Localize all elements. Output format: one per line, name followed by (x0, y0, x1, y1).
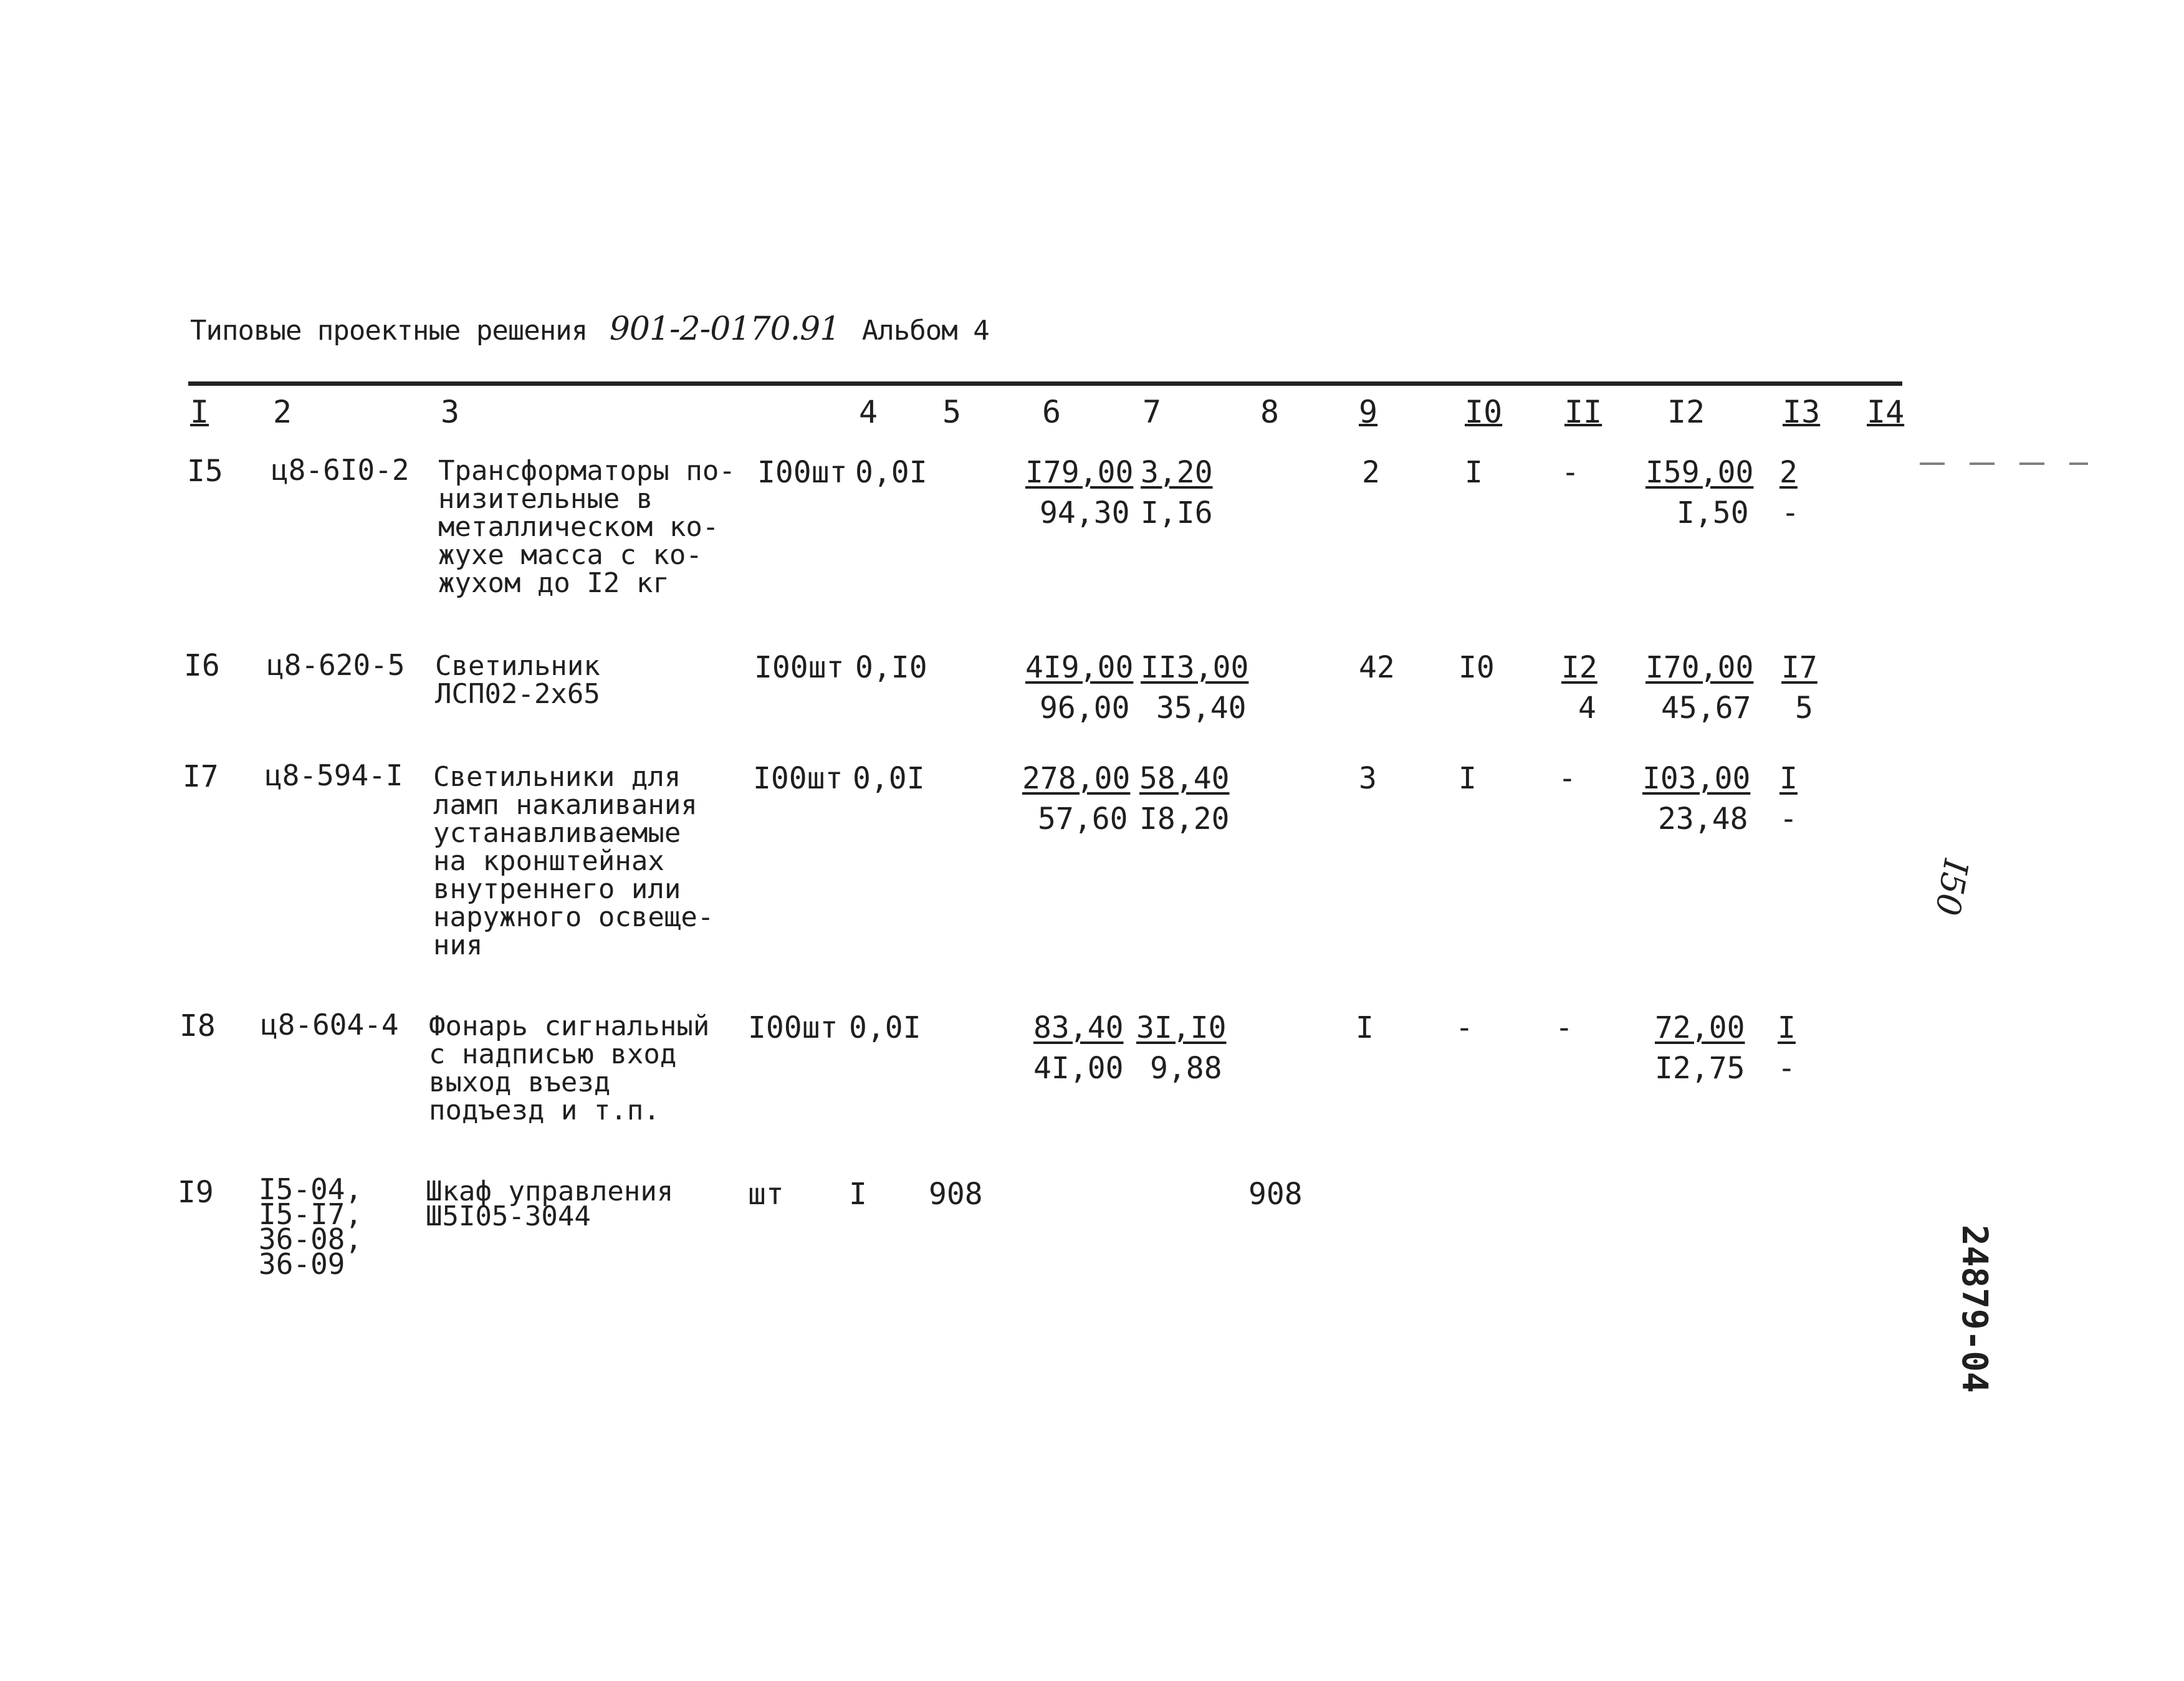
row-unit: I00шт (757, 455, 848, 490)
col-header-5: 5 (942, 394, 962, 430)
margin-dash (2069, 462, 2088, 465)
row-col7-top: 3,20 (1141, 455, 1213, 490)
row-number: I9 (178, 1175, 214, 1210)
row-col9: 3 (1359, 761, 1377, 796)
row-unit: шт (748, 1177, 784, 1212)
col-header-10: I0 (1465, 394, 1503, 430)
row-col13-top: I (1779, 761, 1798, 796)
row-description: Светильники для ламп накаливания устанавливаемые на кронштейнах внутреннего или наружного освеще- ния (433, 761, 714, 961)
row-col6-top: 4I9,00 (1025, 650, 1134, 685)
row-col12-top: I70,00 (1645, 650, 1754, 685)
row-col9: I (1356, 1010, 1374, 1045)
row-col5: 0,0I (849, 1010, 921, 1045)
row-col5: 0,0I (855, 455, 927, 490)
row-col12-bottom: I,50 (1677, 496, 1749, 530)
row-col11-bottom: 4 (1578, 691, 1596, 726)
row-col10: - (1455, 1010, 1473, 1045)
row-col6-bottom: 57,60 (1038, 802, 1128, 836)
row-col8: 908 (1248, 1177, 1303, 1212)
col-header-4: 4 (859, 394, 878, 430)
col-header-11: II (1564, 394, 1602, 430)
row-col7-top: 58,40 (1139, 761, 1230, 796)
row-col12-bottom: 23,48 (1658, 802, 1748, 836)
row-col6-bottom: 94,30 (1040, 496, 1130, 530)
row-description: Шкаф управления Ш5I05-3044 (426, 1176, 674, 1232)
row-col7-top: II3,00 (1141, 650, 1249, 685)
row-col9: 2 (1362, 455, 1380, 490)
row-col6-top: 83,40 (1033, 1010, 1124, 1045)
row-code: ц8-594-I (265, 759, 403, 792)
document-header (190, 310, 989, 348)
row-code: I5-04, I5-I7, 36-08, 36-09 (259, 1172, 363, 1281)
row-code: ц8-604-4 (261, 1008, 399, 1042)
row-col13-top: I (1778, 1010, 1796, 1045)
row-col7-bottom: I8,20 (1139, 802, 1230, 836)
col-header-8: 8 (1260, 394, 1280, 430)
row-col7-bottom: 35,40 (1156, 691, 1247, 726)
header-prefix: Типовые проектные решения (190, 315, 588, 347)
margin-dash (1970, 462, 1995, 465)
row-col11: - (1561, 455, 1579, 490)
row-description: Светильник ЛСП02-2х65 (435, 650, 600, 710)
row-col6-top: 278,00 (1022, 761, 1131, 796)
col-header-6: 6 (1042, 394, 1061, 430)
col-header-1: I (190, 394, 209, 430)
row-col6-bottom: 96,00 (1040, 691, 1130, 726)
margin-dash (2019, 462, 2044, 465)
archive-code-stamp: 24879-04 (1954, 1225, 1995, 1393)
row-number: I8 (180, 1008, 216, 1043)
row-code: ц8-6I0-2 (271, 453, 410, 487)
row-col13-bottom: - (1778, 1051, 1796, 1086)
row-col13-bottom: - (1781, 496, 1799, 530)
row-code: ц8-620-5 (267, 648, 405, 682)
row-col12-bottom: 45,67 (1661, 691, 1751, 726)
row-col10: I0 (1458, 650, 1495, 685)
row-col5: 0,0I (853, 761, 925, 796)
col-header-9: 9 (1359, 394, 1378, 430)
row-col11: - (1555, 1010, 1573, 1045)
col-header-2: 2 (273, 394, 292, 430)
row-col6-bottom: 4I,00 (1033, 1051, 1124, 1086)
row-col13-bottom: 5 (1795, 691, 1813, 726)
row-col5: 0,I0 (855, 650, 927, 685)
row-unit: I00шт (754, 650, 845, 685)
row-col6-top: I79,00 (1025, 455, 1134, 490)
row-col6: 908 (929, 1177, 983, 1212)
row-description: Трансформаторы по- низительные в металлическом ко- жухе масса с ко- жухом до I2 кг (438, 455, 735, 599)
row-col12-top: I03,00 (1642, 761, 1751, 796)
col-header-3: 3 (441, 394, 460, 430)
row-col10: I (1465, 455, 1483, 490)
header-rule (188, 381, 1902, 386)
row-col7-bottom: I,I6 (1141, 496, 1213, 530)
row-col13-top: I7 (1781, 650, 1818, 685)
row-number: I6 (184, 648, 220, 683)
row-col7-top: 3I,I0 (1136, 1010, 1227, 1045)
col-header-7: 7 (1142, 394, 1162, 430)
row-col7-bottom: 9,88 (1150, 1051, 1222, 1086)
row-number: I5 (187, 454, 223, 489)
handwritten-project-code: 901-2-0170.91 (609, 310, 840, 348)
row-col12-top: 72,00 (1655, 1010, 1745, 1045)
row-col10: I (1458, 761, 1477, 796)
col-header-13: I3 (1783, 394, 1821, 430)
row-col12-bottom: I2,75 (1655, 1051, 1745, 1086)
row-col11-top: I2 (1561, 650, 1597, 685)
page-number-note: I50 (1927, 856, 1976, 919)
header-album: Альбом 4 (861, 315, 989, 347)
row-col5: I (849, 1177, 867, 1212)
row-number: I7 (183, 759, 219, 794)
col-header-12: I2 (1667, 394, 1705, 430)
row-col13-top: 2 (1779, 455, 1798, 490)
row-col12-top: I59,00 (1645, 455, 1754, 490)
row-col9: 42 (1359, 650, 1395, 685)
row-col13-bottom: - (1779, 802, 1798, 836)
row-unit: I00шт (753, 761, 843, 796)
col-header-14: I4 (1867, 394, 1905, 430)
margin-dash (1920, 462, 1945, 465)
row-unit: I00шт (748, 1010, 838, 1045)
row-col11: - (1558, 761, 1576, 796)
row-description: Фонарь сигнальный с надписью вход выход въезд подъезд и т.п. (429, 1010, 710, 1126)
